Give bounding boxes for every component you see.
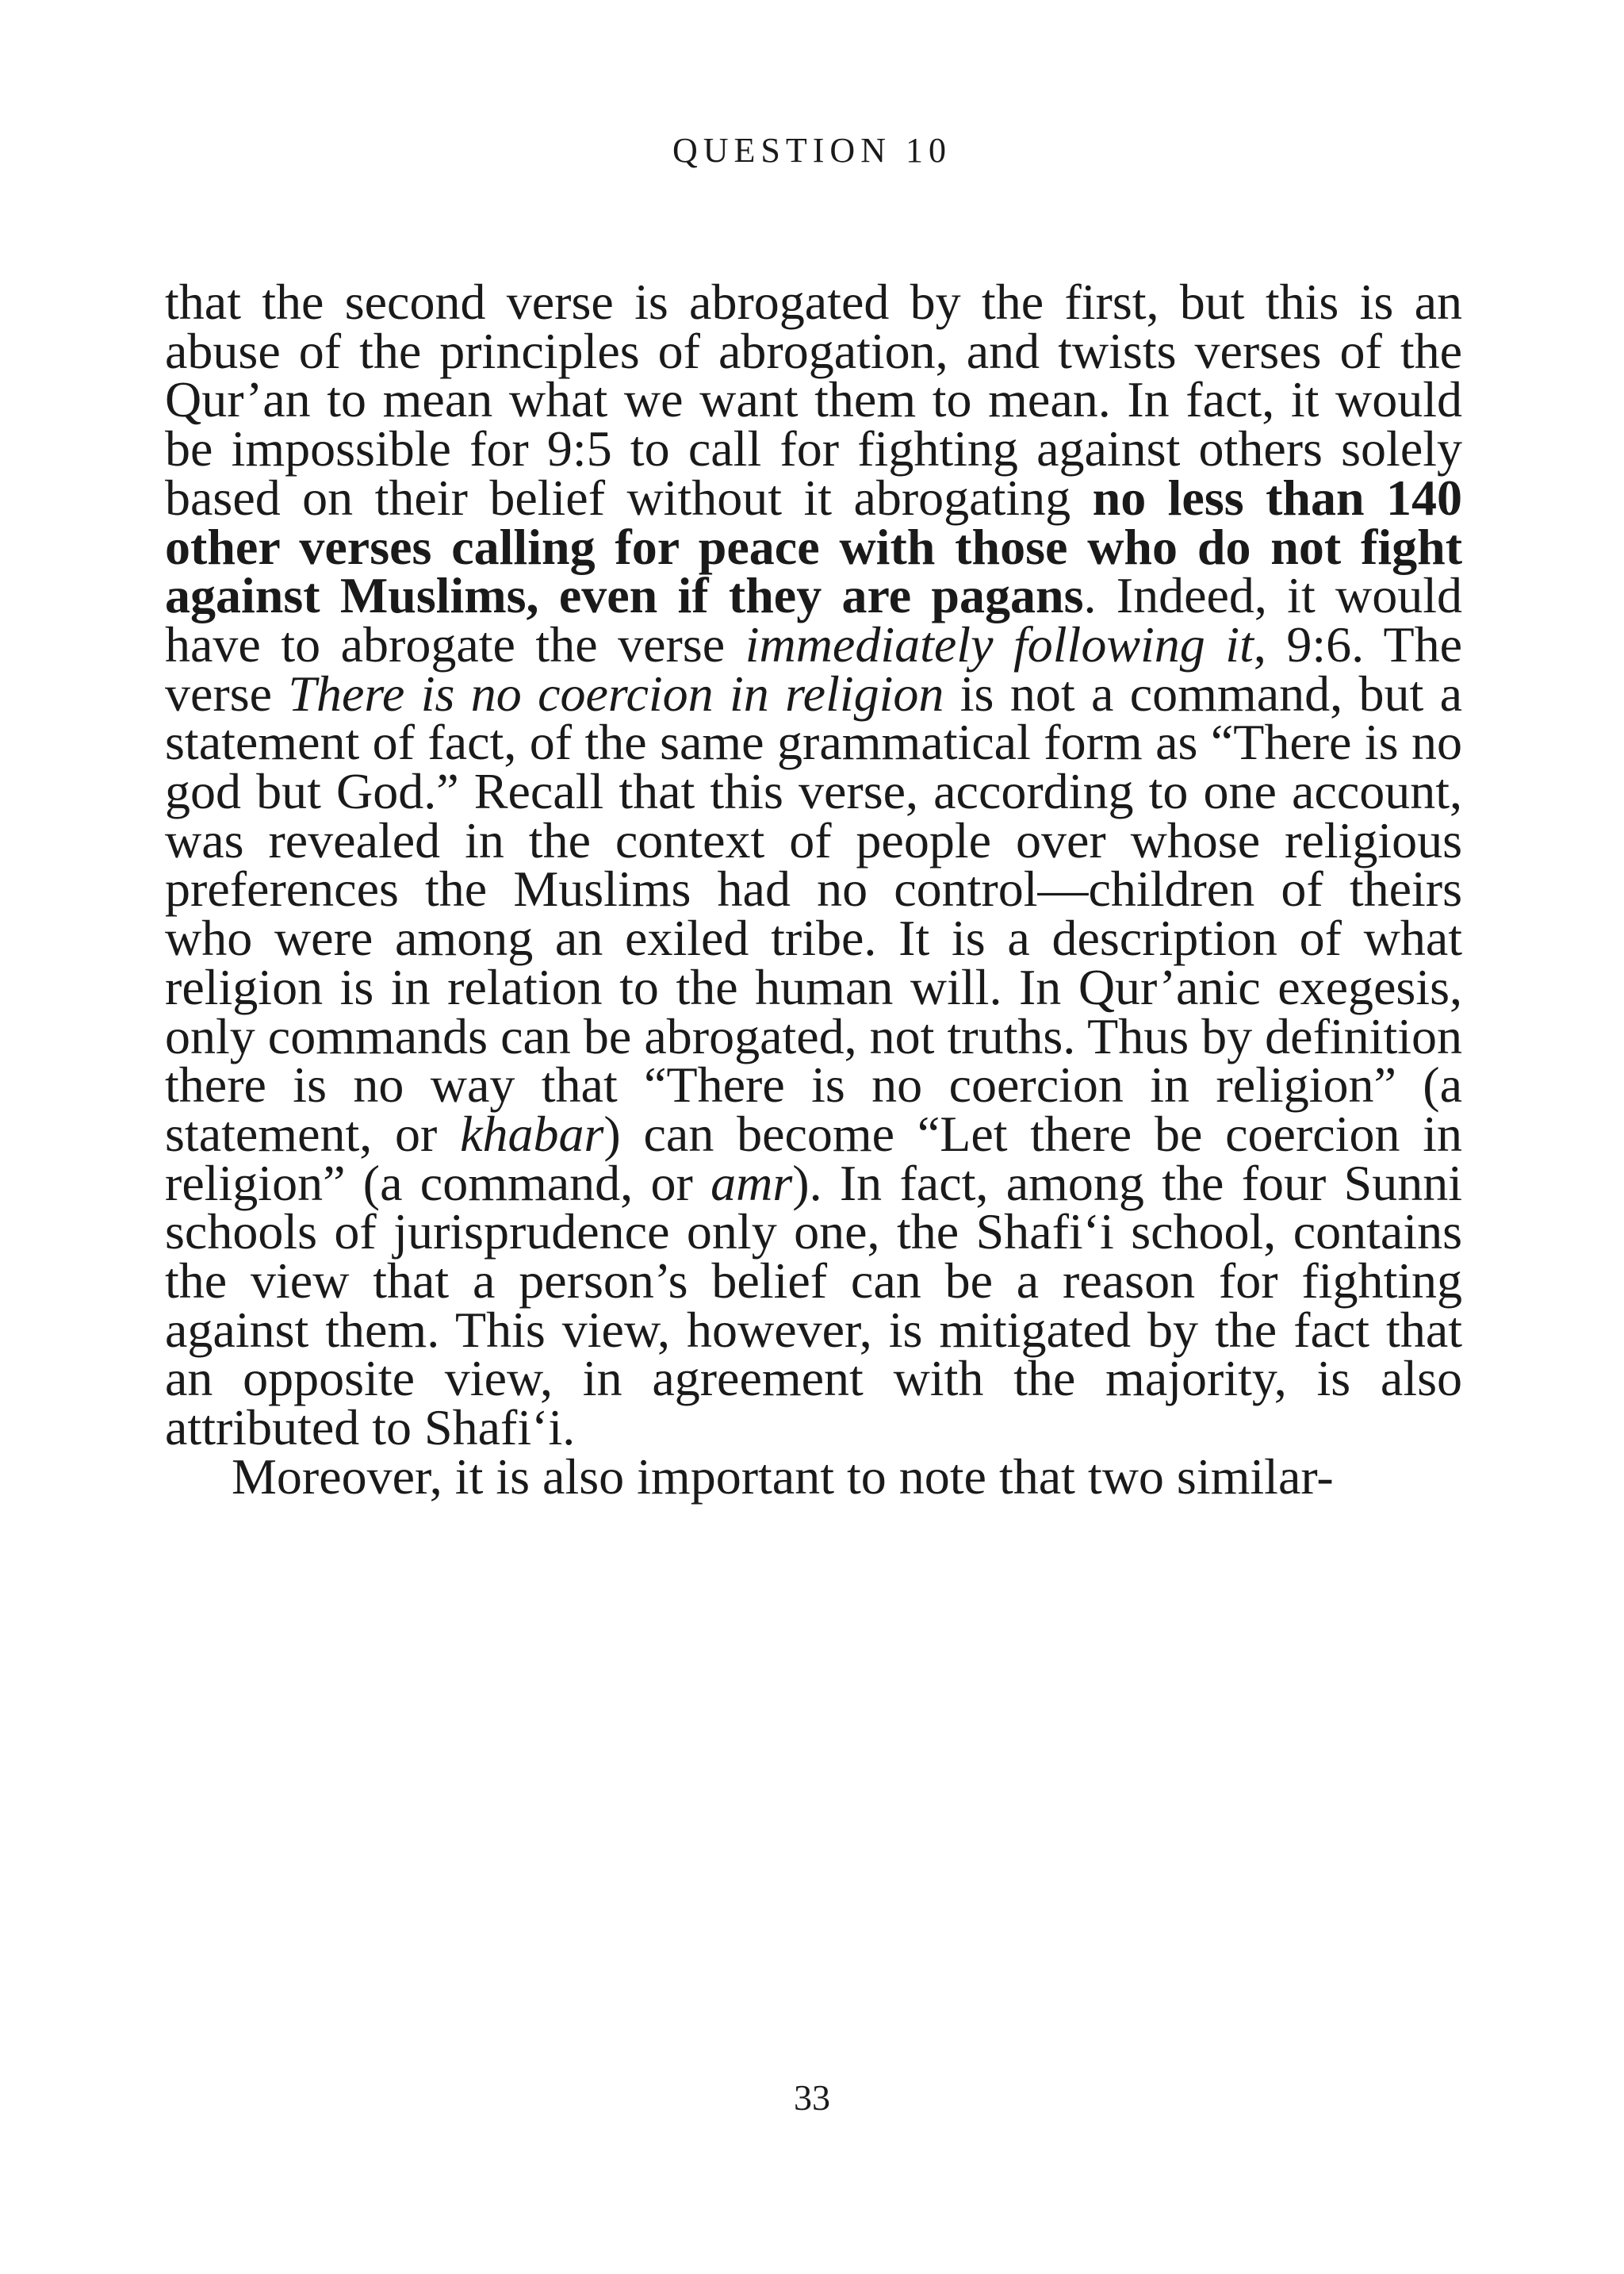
page-number: 33 xyxy=(794,2077,830,2118)
italic-emphasis: There is no coercion in religion xyxy=(288,665,944,722)
text-run: . Indeed, it would have to abrogate the verse xyxy=(165,567,1463,673)
text-run: is not a command, but a statement of fact, of the same grammatical form as “There is no god but God.” Recall that this verse, according to one account, was revealed in the context of people over whose religious preferences the Muslims had no control—children of theirs who were among an exiled tribe. It is a description of what religion is in relation to the human will. In Qur’anic exegesis, only commands can be abrogated, not truths. Thus by definition there is no way that “There is no coercion in religion” (a statement, or xyxy=(165,665,1462,1162)
bold-emphasis: no less than 140 other verses calling for peace with those who do not fight against Muslims, even if they are pagans xyxy=(165,469,1463,624)
paragraph xyxy=(165,274,1463,1456)
italic-term: amr xyxy=(710,1154,793,1211)
text-run: ). In fact, among the four Sunni schools of jurisprudence only one, the Shafi‘i school, contains the view that a person’s belief can be a reason for fighting against them. This view, however, is mitigated by the fact that an opposite view, in agreement with the majority, is also attributed to Shafi‘i. xyxy=(165,1154,1463,1456)
italic-emphasis: immediately following it xyxy=(745,615,1254,673)
text-run: , 9:6. The verse xyxy=(165,615,1463,722)
text-run: that the second verse is abrogated by the first, but this is an abuse of the principles of abrogation, and twists verses of the Qur’an to mean what we want them to mean. In fact, it would be impossible for 9:5 to call for fighting against others solely based on their belief without it abrogating xyxy=(165,274,1462,526)
running-head: QUESTION 10 xyxy=(672,131,952,170)
text-run: ) can become “Let there be coercion in religion” (a command, or xyxy=(165,1105,1463,1211)
paragraph: Moreover, it is also important to note that two similar- xyxy=(232,1448,1334,1505)
italic-term: khabar xyxy=(460,1105,604,1162)
body-text xyxy=(165,274,1463,1505)
